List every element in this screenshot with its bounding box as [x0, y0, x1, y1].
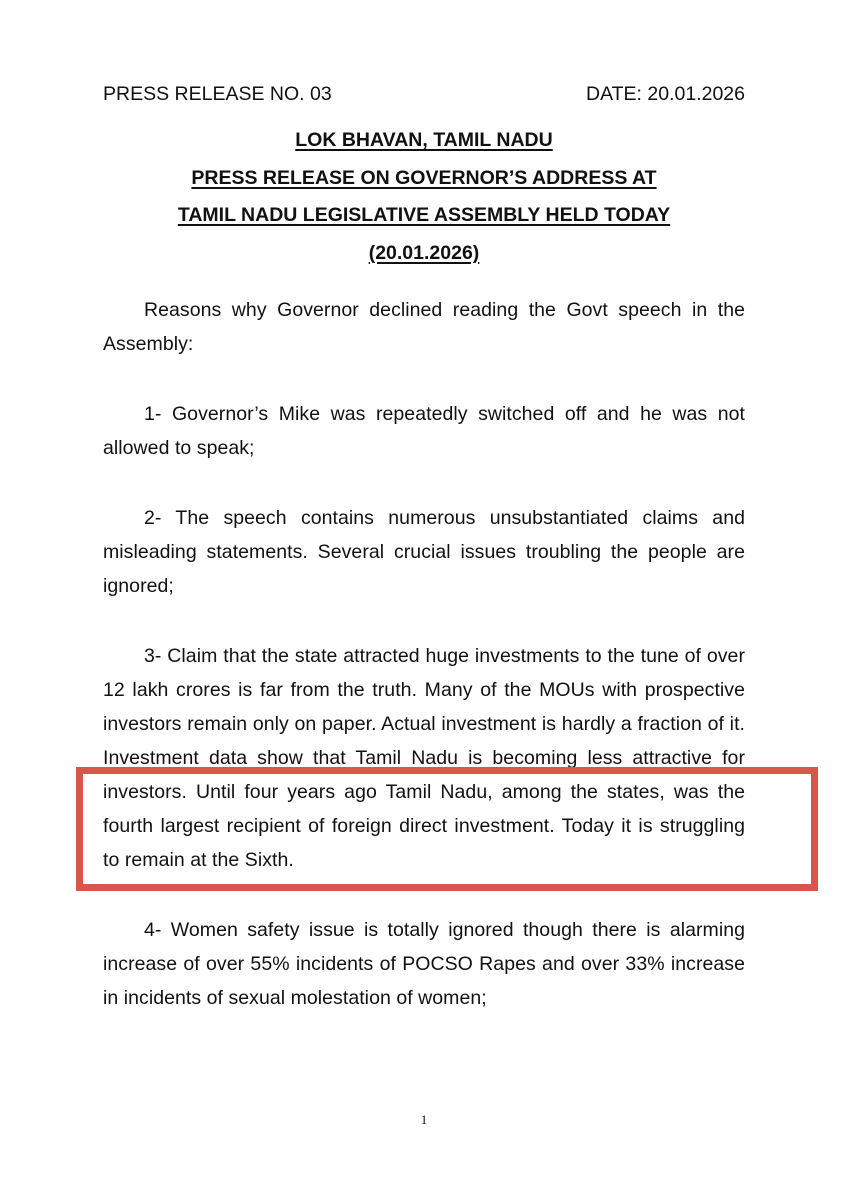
title-line-4: (20.01.2026) — [368, 241, 480, 264]
page-number: 1 — [420, 1112, 428, 1127]
point-4-paragraph: 4- Women safety issue is totally ignored though there is alarming increase of over 55% incidents of POCSO Rapes and over 33% increase in incidents of sexual molestation of women; — [103, 919, 745, 1009]
intro-paragraph: Reasons why Governor declined reading the Govt speech in the Assembly: — [103, 299, 745, 355]
press-release-number: PRESS RELEASE NO. 03 — [103, 83, 332, 105]
point-1-paragraph: 1- Governor’s Mike was repeatedly switched off and he was not allowed to speak; — [103, 403, 745, 459]
title-line-2: PRESS RELEASE ON GOVERNOR’S ADDRESS AT — [191, 166, 657, 189]
release-date: DATE: 20.01.2026 — [586, 83, 745, 105]
title-line-3: TAMIL NADU LEGISLATIVE ASSEMBLY HELD TODAY — [177, 204, 671, 226]
header-line — [103, 80, 745, 108]
title-block — [60, 122, 788, 272]
red-highlight-box — [76, 767, 818, 891]
point-2-paragraph: 2- The speech contains numerous unsubstantiated claims and misleading statements. Several crucial issues troubling the people are ignored; — [103, 507, 745, 597]
title-line-1: LOK BHAVAN, TAMIL NADU — [295, 129, 553, 151]
point-3-paragraph: 3- Claim that the state attracted huge investments to the tune of over 12 lakh crores is far from the truth. Many of the MOUs with prospective investors remain only on paper. Actual investment is hardly a fraction of it. Investment data show that Tamil Nadu is becoming less attractive for investors. Until four years ago Tamil Nadu, among the states, was the fourth largest recipient of foreign direct investment. Today it is struggling to remain at the Sixth. — [103, 645, 745, 871]
